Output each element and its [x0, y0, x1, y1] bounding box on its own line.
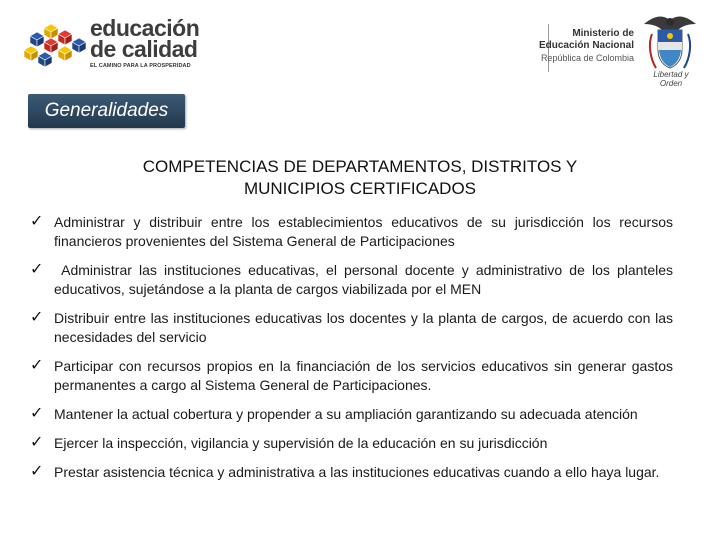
- logo-line-2: de calidad: [90, 36, 198, 62]
- ministry-line-3: República de Colombia: [540, 53, 634, 63]
- logo-wordmark: [90, 15, 200, 69]
- list-item-text: Administrar las instituciones educativas, el personal docente y administrativo de los planteles educativos, sujetándose a la planta de cargos viabilizada por el MEN: [54, 262, 677, 297]
- list-item: [30, 434, 673, 453]
- competencies-list: [30, 213, 677, 482]
- checkmark-icon: ✓: [30, 309, 44, 326]
- title-line-1: COMPETENCIAS DE DEPARTAMENTOS, DISTRITOS Y: [142, 157, 578, 176]
- checkmark-icon: ✓: [30, 261, 44, 278]
- list-item-text: Mantener la actual cobertura y propender a su ampliación garantizando su adecuada atención: [54, 406, 638, 422]
- checkmark-icon: ✓: [30, 405, 44, 422]
- list-item: [30, 213, 673, 251]
- list-item: [30, 261, 677, 299]
- ministry-line-1: Ministerio de: [572, 28, 634, 39]
- checkmark-icon: ✓: [30, 213, 44, 230]
- logo-tagline: EL CAMINO PARA LA PROSPERIDAD: [90, 63, 191, 69]
- section-badge-label: Generalidades: [44, 100, 169, 121]
- list-item-text: Prestar asistencia técnica y administrativa a las instituciones educativas cuando a ello haya lugar.: [54, 464, 660, 480]
- checkmark-icon: ✓: [30, 463, 44, 480]
- title-line-2: MUNICIPIOS CERTIFICADOS: [243, 179, 477, 198]
- list-item-text: Administrar y distribuir entre los establecimientos educativos de su jurisdicción los recursos financieros provenientes del Sistema General de Participaciones: [54, 214, 673, 249]
- list-item-text: Distribuir entre las instituciones educativas los docentes y la planta de cargos, de acuerdo con las necesidades del servicio: [54, 310, 673, 345]
- checkmark-icon: ✓: [30, 434, 44, 451]
- ministry-line-2: Educación Nacional: [538, 40, 634, 51]
- ministry-name: [539, 28, 634, 64]
- logo-line-1: educación: [90, 15, 200, 41]
- list-item: [30, 463, 673, 482]
- list-item: [30, 357, 673, 395]
- colored-cubes-icon: [24, 24, 88, 72]
- list-item-text: Participar con recursos propios en la financiación de los servicios educativos sin generar gastos permanentes a cargo al Sistema General de Participaciones.: [54, 358, 673, 393]
- educacion-de-calidad-logo: [24, 15, 204, 76]
- slide-header: [0, 0, 720, 90]
- crest-motto: Libertad y Orden: [653, 70, 689, 88]
- list-item: [30, 405, 673, 424]
- checkmark-icon: ✓: [30, 357, 44, 374]
- list-item-text: Ejercer la inspección, vigilancia y supervisión de la educación en su jurisdicción: [54, 435, 548, 451]
- section-badge: [28, 94, 185, 128]
- list-item: [30, 309, 673, 347]
- slide-title: [60, 156, 660, 200]
